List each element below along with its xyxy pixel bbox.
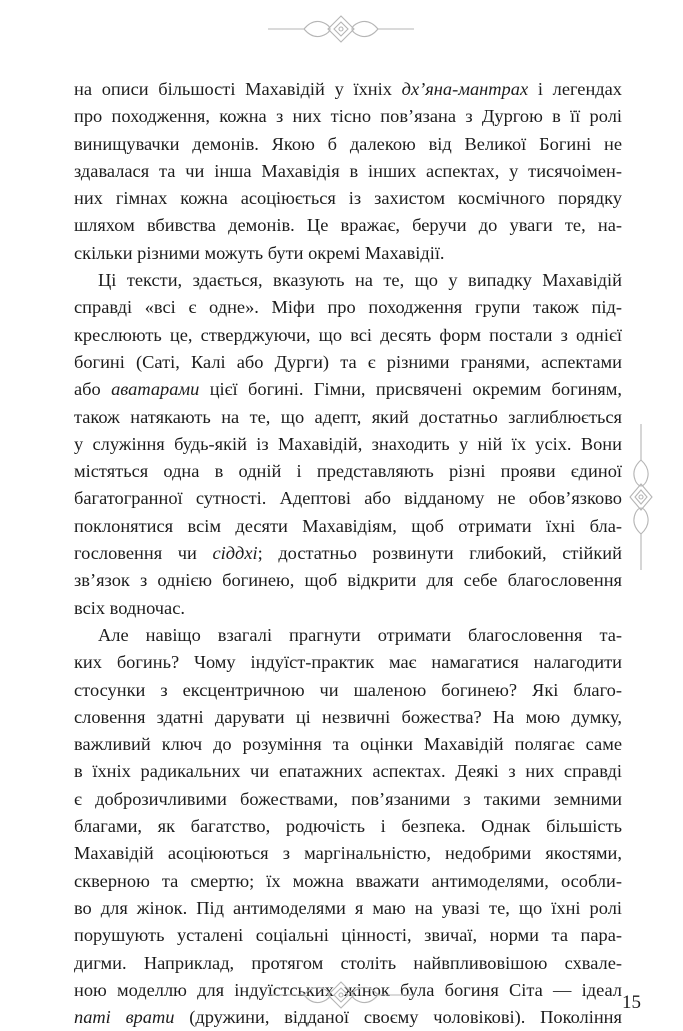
top-ornament-icon — [266, 12, 416, 46]
text-run: винищувачки демонів. Якою б далекою від Великої Богині не — [74, 133, 622, 154]
text-line — [74, 458, 622, 485]
text-run: ; достатньо розвинути глибокий, стійкий — [257, 543, 622, 564]
text-run: цієї богині. Гімни, присвячені окремим богиням, — [199, 379, 622, 400]
text-run: стосунки з ексцентричною чи шаленою богинею? Які благо- — [74, 679, 622, 700]
text-run: во для жінок. Під антимоделями я маю на увазі те, що їхні ролі — [74, 897, 622, 918]
text-run: (дружини, відданої своєму чоловікові). Покоління — [174, 1007, 622, 1028]
text-run: них гімнах кожна асоціюється із захистом космічного порядку — [74, 188, 622, 209]
italic-term: сіддхі — [212, 543, 258, 564]
text-run: Але навіщо взагалі прагнути отримати благословення та- — [98, 624, 622, 645]
text-run: також натякають на те, що адепт, який достатньо заглиблюється — [74, 406, 622, 427]
text-run: Махавідій асоціюються з маргінальністю, недобрими якостями, — [74, 843, 622, 864]
text-run: у служіння будь-якій із Махавідій, знаходить у ній їх усіх. Вони — [74, 433, 622, 454]
text-line — [74, 294, 622, 321]
text-line — [74, 731, 622, 758]
text-line — [74, 404, 622, 431]
text-run: є доброзичливими божествами, пов’язаними з такими земними — [74, 788, 622, 809]
text-line — [74, 131, 622, 158]
text-line — [74, 103, 622, 130]
text-line — [74, 322, 622, 349]
text-line — [74, 513, 622, 540]
text-run: скільки різними можуть бути окремі Махавідії. — [74, 242, 445, 263]
text-line — [74, 622, 622, 649]
text-run: здавалася та чи інша Махавідія в інших аспектах, у тисячоімен- — [74, 160, 622, 181]
text-line — [74, 567, 622, 594]
text-line — [74, 212, 622, 239]
text-run: благами, як багатство, родючість і безпека. Однак більшість — [74, 816, 622, 837]
text-run: богині (Саті, Калі або Дурги) та є різними гранями, аспектами — [74, 351, 622, 372]
text-run: гословення чи — [74, 543, 213, 564]
text-line — [74, 267, 622, 294]
text-run: зв’язок з однією богинею, щоб відкрити для себе благословення — [74, 570, 622, 591]
text-run: шляхом вбивства демонів. Це вражає, беручи до уваги те, на- — [74, 215, 622, 236]
text-line — [74, 786, 622, 813]
body-text — [74, 76, 622, 1031]
text-line — [74, 677, 622, 704]
italic-term: паті врати — [74, 1007, 175, 1028]
text-run: справді «всі є одне». Міфи про походження групи також під- — [74, 297, 622, 318]
text-run: або — [74, 379, 112, 400]
text-line — [74, 868, 622, 895]
text-run: містяться одна в одній і представляють різні прояви єдиної — [74, 461, 622, 482]
text-line — [74, 813, 622, 840]
page-number: 15 — [622, 992, 641, 1013]
text-run: дигми. Наприклад, протягом століть найвпливовішою схвале- — [74, 952, 622, 973]
text-run: про походження, кожна з них тісно пов’язана з Дургою в її ролі — [74, 106, 622, 127]
text-run: креслюють це, стверджуючи, що всі десять форм постали з однієї — [74, 324, 622, 345]
text-run: і легендах — [528, 79, 622, 99]
text-run: на описи більшості Махавідій у їхніх — [74, 79, 402, 99]
text-run: скверною та смертю; їх можна вважати антимоделями, особли- — [74, 870, 622, 891]
italic-term: дх’яна-мантрах — [401, 79, 529, 99]
side-ornament-icon — [628, 422, 654, 572]
text-line — [74, 840, 622, 867]
italic-term: аватарами — [111, 379, 200, 400]
text-run: Ці тексти, здається, вказують на те, що у випадку Махавідій — [98, 270, 622, 291]
text-line — [74, 895, 622, 922]
text-line — [74, 376, 622, 403]
text-line — [74, 595, 622, 622]
text-run: поклонятися всім десяти Махавідіям, щоб отримати їхні бла- — [74, 515, 622, 536]
text-run: важливий ключ до розуміння та оцінки Махавідій полягає саме — [74, 734, 622, 755]
text-line — [74, 758, 622, 785]
text-run: порушують усталені соціальні цінності, звичаї, норми та пара- — [74, 925, 622, 946]
text-run: ких богинь? Чому індуїст-практик має намагатися налагодити — [74, 652, 622, 673]
text-line — [74, 540, 622, 567]
text-run: всіх водночас. — [74, 597, 185, 618]
text-line — [74, 950, 622, 977]
text-line — [74, 704, 622, 731]
text-line — [74, 649, 622, 676]
text-line — [74, 922, 622, 949]
text-line — [74, 158, 622, 185]
text-line — [74, 485, 622, 512]
text-line — [74, 76, 622, 103]
text-run: багатогранної сутності. Адептові або відданому не обов’язково — [74, 488, 622, 509]
text-line — [74, 185, 622, 212]
text-run: словення здатні дарувати ці незвичні божества? На мою думку, — [74, 706, 622, 727]
text-run: в їхніх радикальних чи епатажних аспектах. Деякі з них справді — [74, 761, 622, 782]
text-line — [74, 431, 622, 458]
text-line — [74, 349, 622, 376]
text-line — [74, 240, 622, 267]
text-run: ною моделлю для індуїстських жінок була богиня Сіта — ідеал — [74, 979, 622, 1000]
bottom-ornament-icon — [266, 978, 416, 1012]
